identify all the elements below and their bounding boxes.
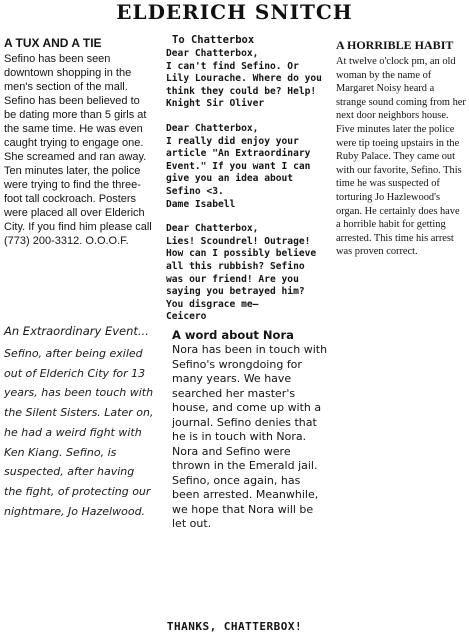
article-title: An Extraordinary Event...	[4, 324, 149, 338]
masthead: ELDERICH SNITCH	[116, 0, 353, 24]
article-title: A word about Nora	[172, 328, 294, 342]
article-title: A TUX AND A TIE	[4, 36, 102, 50]
article-extraordinary-event	[4, 322, 154, 521]
letters-title: To Chatterbox	[172, 34, 255, 46]
article-body: Sefino, after being exiled out of Elderich City for 13 years, has been touch with the Silent Sisters. Later on, he had a weird fight with Ken Kiang. Sefino, is suspected, after having the fight, of protecting our nightmare, Jo Hazelwood.	[4, 347, 154, 518]
letter: Dear Chatterbox, Lies! Scoundrel! Outrage! How can I possibly believe all this rubbish? Sefino was our friend! Are you saying you betrayed him? You disgrace me— Ceicero	[166, 223, 317, 323]
footer-thanks: THANKS, CHATTERBOX!	[166, 620, 303, 633]
article-body: Nora has been in touch with Sefino's wrongdoing for many years. We have searched her master's house, and come up with a journal. Sefino denies that he is in touch with Nora. Nora and Sefino were thrown in the Emerald jail. Sefino, once again, has been arrested. Meanwhile, we hope that Nora will be let out.	[172, 343, 328, 530]
letter: Dear Chatterbox, I really did enjoy your article "An Extraordinary Event." If you want I can give you an idea about Sefino <3. Dame Isabell	[166, 122, 311, 210]
article-tux-and-tie	[4, 36, 154, 248]
letter: Dear Chatterbox, I can't find Sefino. Or Lily Lourache. Where do you think they could be? Help! Knight Sir Oliver	[166, 48, 322, 110]
article-word-about-nora	[172, 328, 328, 532]
article-title: A HORRIBLE HABIT	[336, 38, 454, 52]
article-horrible-habit	[336, 38, 466, 259]
letters-to-chatterbox	[166, 34, 324, 336]
article-body: At twelve o'clock pm, an old woman by the name of Margaret Noisy heard a strange sound coming from her next door neighbors house. Five minutes later the police were tip toeing upstairs in the Ruby Palace. They came out with our favorite, Sefino. This time he was suspected of torturing Jo Hazlewood's organ. He certainly does have a horrible habit for getting arrested. This time his arrest was proven correct.	[336, 56, 466, 258]
article-body: Sefino has been seen downtown shopping in the men's section of the mall. Sefino has been believed to be dating more than 5 girls at the same time. He was even caught trying to engage one. She screamed and ran away. Ten minutes later, the police were trying to find the three-foot tall cockroach. Posters were placed all over Elderich City. If you find him please call (773) 200-3312. O.O.O.F.	[4, 53, 152, 247]
